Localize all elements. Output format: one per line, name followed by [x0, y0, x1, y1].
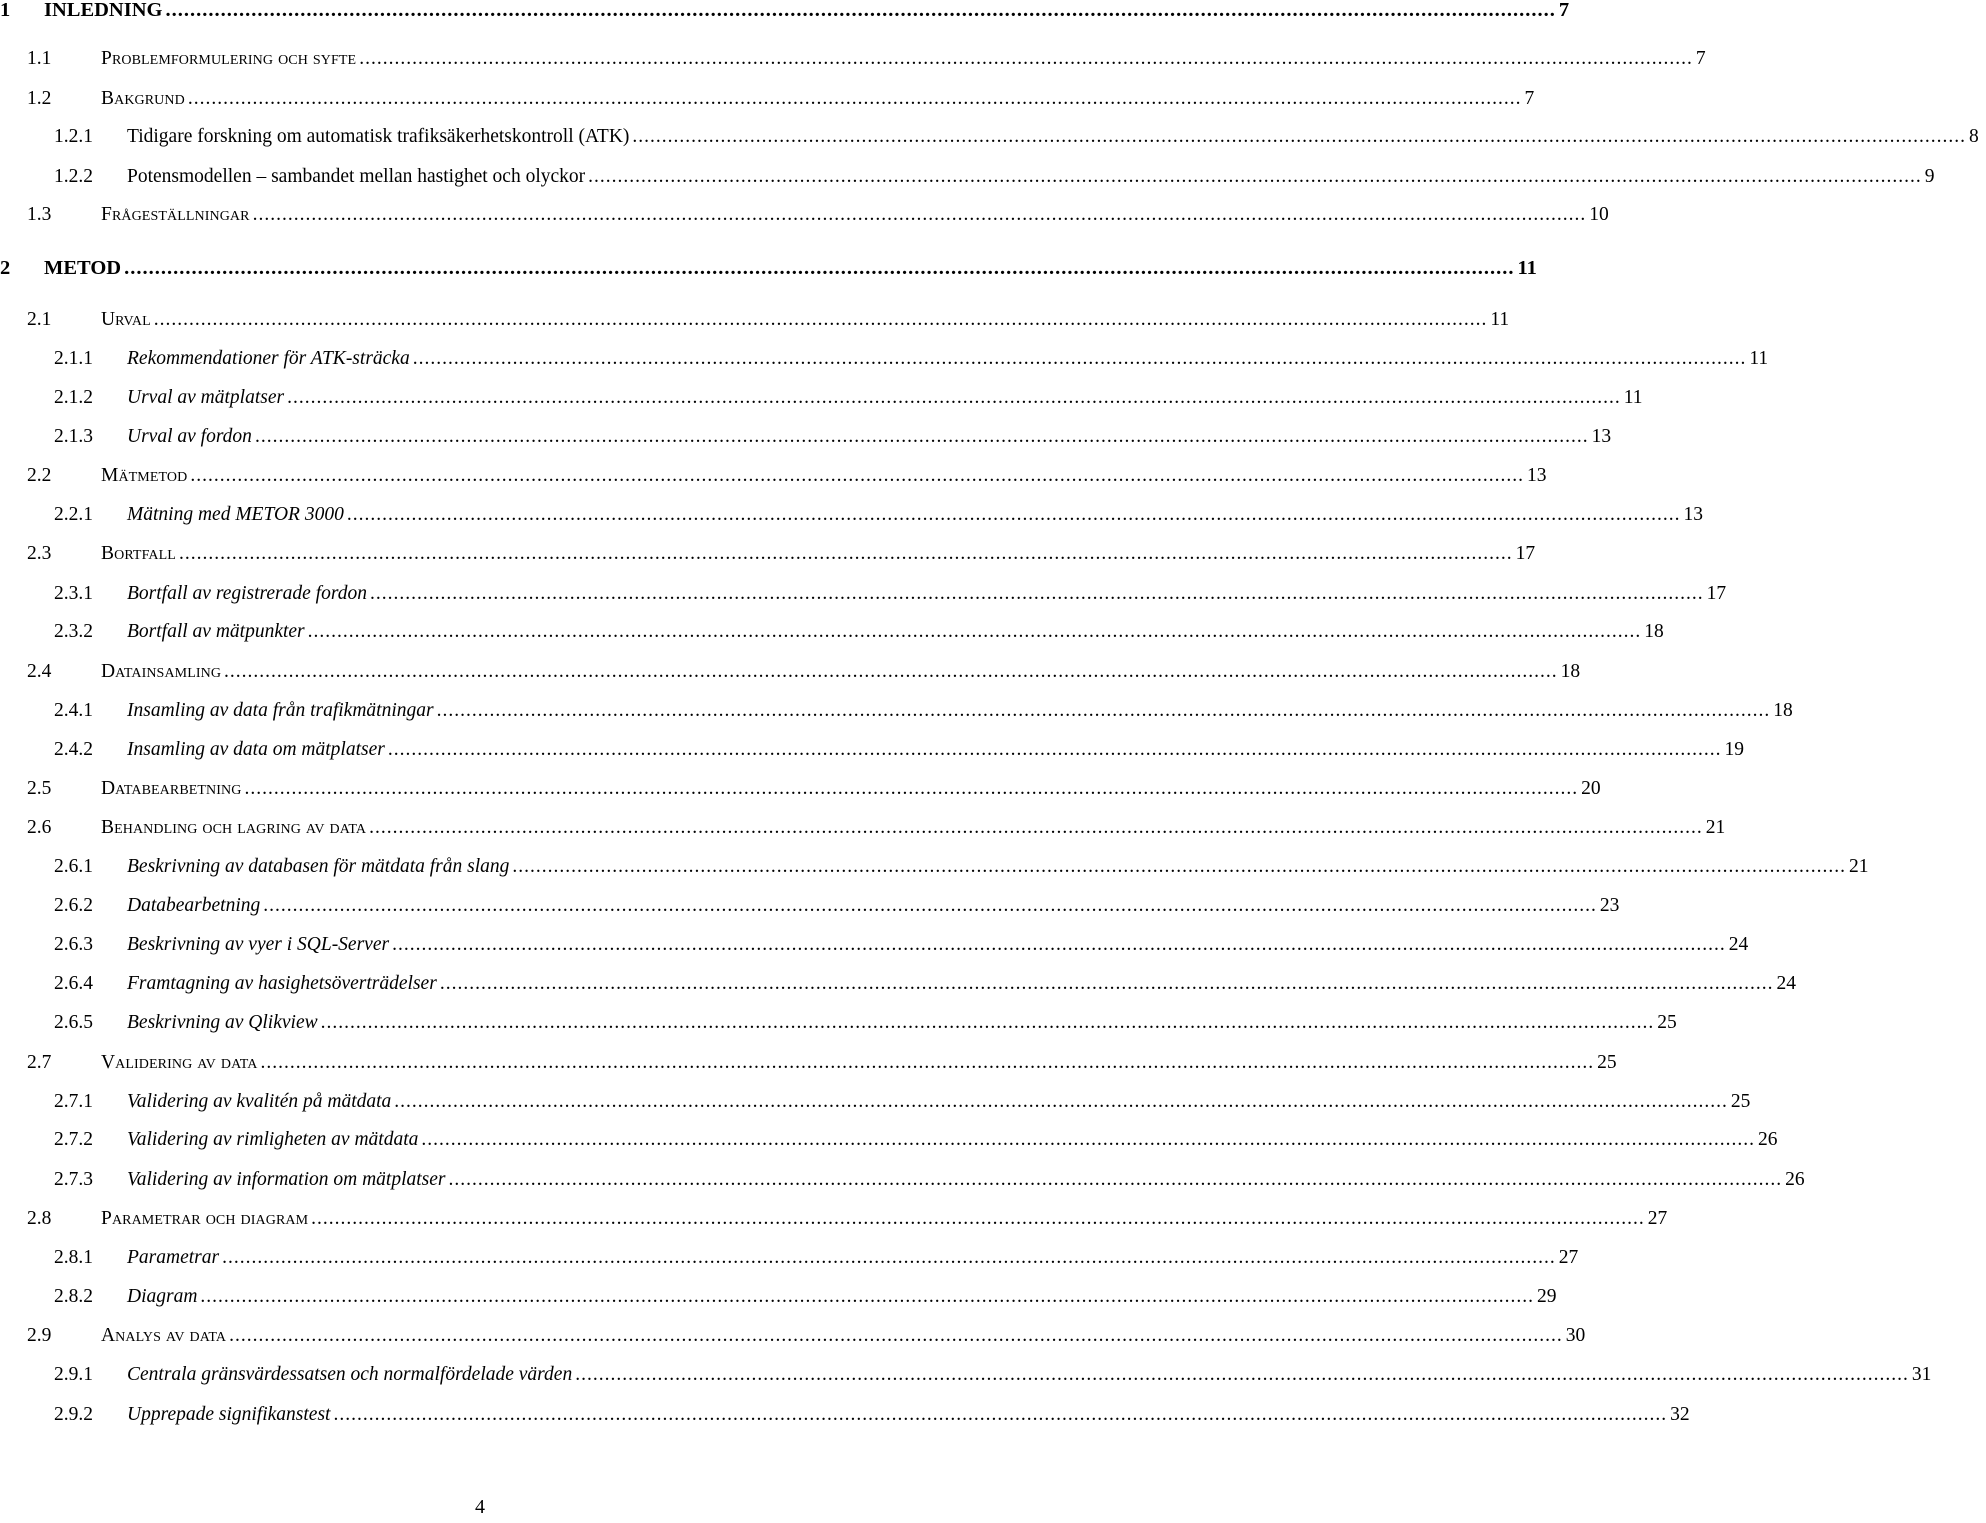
toc-entry-title: Frågeställningar [101, 204, 250, 225]
toc-entry[interactable] [0, 45, 1706, 73]
toc-entry[interactable] [0, 1283, 1557, 1311]
toc-entry[interactable] [0, 1049, 1617, 1077]
toc-entry-page: 9 [1924, 166, 1935, 187]
toc-dot-leader [253, 201, 1587, 229]
toc-entry[interactable] [0, 85, 1535, 113]
toc-entry-title: Databearbetning [127, 895, 261, 916]
toc-entry[interactable] [0, 1205, 1668, 1233]
toc-entry-title: Urval [101, 309, 151, 330]
toc-entry-title: Validering av rimligheten av mätdata [127, 1129, 419, 1150]
toc-entry-page: 18 [1773, 700, 1793, 721]
toc-entry-number: 1.2 [27, 88, 52, 109]
toc-entry-number: 2.1.3 [54, 426, 93, 447]
toc-dot-leader [308, 618, 1642, 646]
toc-entry-number: 2.7 [27, 1052, 52, 1073]
toc-dot-leader [632, 123, 1966, 151]
toc-entry[interactable] [0, 1088, 1751, 1116]
toc-entry-title: INLEDNING [44, 0, 163, 21]
toc-entry-number: 2.6.5 [54, 1012, 93, 1033]
toc-entry-title: Diagram [127, 1286, 198, 1307]
toc-dot-leader [421, 1126, 1755, 1154]
toc-entry-page: 24 [1776, 973, 1796, 994]
toc-entry[interactable] [0, 0, 1570, 24]
toc-entry-number: 2.9 [27, 1325, 52, 1346]
toc-entry-number: 2.6.3 [54, 934, 93, 955]
toc-entry-number: 2.6.4 [54, 973, 93, 994]
toc-entry-number: 2.3 [27, 543, 52, 564]
toc-entry-title: Validering av information om mätplatser [127, 1169, 446, 1190]
toc-entry-title: Upprepade signifikanstest [127, 1404, 331, 1425]
toc-dot-leader [224, 658, 1558, 686]
toc-entry-page: 8 [1969, 126, 1979, 147]
toc-entry[interactable] [0, 736, 1744, 764]
toc-entry-page: 27 [1558, 1247, 1579, 1268]
toc-entry[interactable] [0, 345, 1769, 373]
toc-entry-number: 2 [0, 257, 11, 279]
toc-dot-leader [388, 736, 1722, 764]
toc-entry-number: 2.4.1 [54, 700, 93, 721]
toc-dot-leader [392, 931, 1726, 959]
toc-entry-page: 30 [1565, 1325, 1586, 1346]
toc-entry-page: 25 [1730, 1091, 1751, 1112]
toc-entry-number: 2.1.2 [54, 387, 93, 408]
toc-dot-leader [394, 1088, 1728, 1116]
toc-entry-title: Bortfall [101, 543, 176, 564]
toc-entry[interactable] [0, 970, 1796, 998]
toc-entry-page: 19 [1724, 739, 1744, 760]
toc-dot-leader [413, 345, 1747, 373]
toc-entry-number: 2.1.1 [54, 348, 93, 369]
toc-dot-leader [200, 1283, 1534, 1311]
toc-entry[interactable] [0, 814, 1726, 842]
toc-entry-title: Insamling av data om mätplatser [127, 739, 385, 760]
toc-entry-number: 2.8.2 [54, 1286, 93, 1307]
toc-entry-number: 2.8.1 [54, 1247, 93, 1268]
toc-entry-page: 11 [1749, 348, 1769, 369]
toc-dot-leader [263, 892, 1597, 920]
toc-entry-number: 2.7.1 [54, 1091, 93, 1112]
toc-entry-number: 2.6.2 [54, 895, 93, 916]
toc-entry-page: 17 [1515, 543, 1536, 564]
toc-entry-title: METOD [44, 257, 122, 279]
toc-entry-title: Framtagning av hasighetsöverträdelser [127, 973, 437, 994]
toc-entry[interactable] [0, 1322, 1586, 1350]
toc-dot-leader [179, 540, 1513, 568]
toc-dot-leader [188, 85, 1522, 113]
toc-entry-number: 1.2.1 [54, 126, 93, 147]
toc-dot-leader [311, 1205, 1645, 1233]
toc-entry-number: 2.4.2 [54, 739, 93, 760]
page-number: 4 [475, 1496, 485, 1518]
toc-entry[interactable] [0, 254, 1537, 282]
toc-entry[interactable] [0, 423, 1612, 451]
toc-entry[interactable] [0, 1009, 1677, 1037]
toc-entry-page: 11 [1517, 257, 1537, 279]
toc-entry-number: 2.6 [27, 817, 52, 838]
toc-dot-leader [222, 1244, 1556, 1272]
toc-entry-title: Validering av data [101, 1052, 258, 1073]
toc-dot-leader [260, 1049, 1594, 1077]
toc-entry-page: 25 [1657, 1012, 1677, 1033]
toc-entry-number: 2.9.2 [54, 1404, 93, 1425]
toc-entry-page: 7 [1695, 48, 1706, 69]
toc-entry-title: Parametrar och diagram [101, 1208, 309, 1229]
toc-dot-leader [575, 1361, 1909, 1389]
toc-entry-number: 2.3.2 [54, 621, 93, 642]
toc-entry[interactable] [0, 853, 1869, 881]
toc-dot-leader [440, 970, 1774, 998]
toc-entry-number: 2.7.2 [54, 1129, 93, 1150]
toc-entry-title: Validering av kvalitén på mätdata [127, 1091, 392, 1112]
toc-entry[interactable] [0, 462, 1547, 490]
toc-entry-number: 2.7.3 [54, 1169, 93, 1190]
toc-dot-leader [165, 0, 1555, 24]
toc-dot-leader [229, 1322, 1563, 1350]
toc-entry-title: Centrala gränsvärdessatsen och normalfördelade värden [127, 1364, 573, 1385]
toc-entry-title: Urval av mätplatser [127, 387, 285, 408]
toc-entry-number: 2.5 [27, 778, 52, 799]
toc-entry-title: Urval av fordon [127, 426, 252, 447]
toc-entry[interactable] [0, 1166, 1805, 1194]
toc-entry-title: Beskrivning av Qlikview [127, 1012, 318, 1033]
toc-entry-title: Mätmetod [101, 465, 188, 486]
toc-entry[interactable] [0, 1126, 1778, 1154]
toc-entry-title: Beskrivning av vyer i SQL-Server [127, 934, 390, 955]
toc-entry[interactable] [0, 580, 1727, 608]
toc-dot-leader [154, 306, 1488, 334]
toc-entry-page: 25 [1597, 1052, 1617, 1073]
toc-entry-title: Beskrivning av databasen för mätdata från slang [127, 856, 510, 877]
toc-entry-title: Tidigare forskning om automatisk trafiksäkerhetskontroll (ATK) [127, 126, 630, 147]
toc-entry-page: 18 [1644, 621, 1664, 642]
toc-dot-leader [333, 1401, 1667, 1429]
toc-entry-number: 1.3 [27, 204, 52, 225]
toc-entry[interactable] [0, 618, 1664, 646]
toc-entry[interactable] [0, 540, 1536, 568]
toc-entry-title: Databearbetning [101, 778, 242, 799]
toc-entry-number: 1 [0, 0, 11, 21]
toc-entry-title: Bakgrund [101, 88, 185, 109]
toc-dot-leader [369, 814, 1703, 842]
toc-entry-page: 26 [1758, 1129, 1778, 1150]
toc-entry-number: 2.3.1 [54, 583, 93, 604]
toc-entry-number: 2.4 [27, 661, 52, 682]
toc-entry-page: 20 [1581, 778, 1601, 799]
toc-entry[interactable] [0, 658, 1581, 686]
toc-entry-page: 24 [1728, 934, 1749, 955]
toc-entry[interactable] [0, 775, 1601, 803]
toc-dot-leader [124, 254, 1514, 282]
toc-entry-page: 11 [1623, 387, 1643, 408]
toc-entry-page: 31 [1911, 1364, 1932, 1385]
toc-entry-number: 1.1 [27, 48, 52, 69]
toc-entry-page: 27 [1647, 1208, 1668, 1229]
toc-entry[interactable] [0, 384, 1643, 412]
toc-entry-title: Rekommendationer för ATK-sträcka [127, 348, 410, 369]
toc-entry-page: 21 [1705, 817, 1726, 838]
toc-entry[interactable] [0, 931, 1749, 959]
toc-entry-number: 1.2.2 [54, 166, 93, 187]
toc-entry-page: 29 [1537, 1286, 1557, 1307]
toc-dot-leader [255, 423, 1589, 451]
toc-dot-leader [359, 45, 1693, 73]
toc-entry[interactable] [0, 1244, 1579, 1272]
toc-dot-leader [347, 501, 1681, 529]
toc-dot-leader [437, 697, 1771, 725]
toc-entry-number: 2.2 [27, 465, 52, 486]
toc-entry-title: Problemformulering och syfte [101, 48, 357, 69]
toc-entry-title: Parametrar [127, 1247, 220, 1268]
toc-entry[interactable] [0, 1361, 1932, 1389]
toc-entry-page: 7 [1524, 88, 1535, 109]
toc-entry[interactable] [0, 501, 1703, 529]
toc-dot-leader [190, 462, 1524, 490]
toc-entry-page: 21 [1849, 856, 1869, 877]
toc-entry-title: Analys av data [101, 1325, 227, 1346]
toc-entry-page: 18 [1560, 661, 1581, 682]
toc-dot-leader [287, 384, 1621, 412]
toc-entry-page: 11 [1490, 309, 1510, 330]
toc-entry-page: 13 [1526, 465, 1547, 486]
toc-dot-leader [244, 775, 1578, 803]
toc-entry-title: Datainsamling [101, 661, 222, 682]
toc-entry-page: 13 [1591, 426, 1612, 447]
toc-entry[interactable] [0, 306, 1510, 334]
toc-dot-leader [588, 163, 1922, 191]
toc-dot-leader [449, 1166, 1783, 1194]
toc-entry-number: 2.2.1 [54, 504, 93, 525]
toc-entry-number: 2.6.1 [54, 856, 93, 877]
toc-entry[interactable] [0, 697, 1793, 725]
toc-dot-leader [370, 580, 1704, 608]
toc-entry-title: Mätning med METOR 3000 [127, 504, 344, 525]
toc-entry-title: Insamling av data från trafikmätningar [127, 700, 434, 721]
toc-dot-leader [512, 853, 1846, 881]
toc-entry-number: 2.1 [27, 309, 52, 330]
toc-dot-leader [321, 1009, 1655, 1037]
toc-entry-page: 17 [1706, 583, 1727, 604]
toc-entry-title: Bortfall av mätpunkter [127, 621, 305, 642]
toc-entry-page: 32 [1670, 1404, 1690, 1425]
toc-entry-page: 13 [1683, 504, 1703, 525]
toc-entry[interactable] [0, 892, 1620, 920]
toc-entry-title: Bortfall av registrerade fordon [127, 583, 367, 604]
toc-entry-page: 26 [1785, 1169, 1805, 1190]
toc-entry-number: 2.9.1 [54, 1364, 93, 1385]
toc-entry-page: 7 [1558, 0, 1570, 21]
toc-entry[interactable] [0, 201, 1609, 229]
toc-entry[interactable] [0, 123, 1979, 151]
toc-entry-number: 2.8 [27, 1208, 52, 1229]
toc-entry-page: 10 [1589, 204, 1609, 225]
toc-entry-page: 23 [1599, 895, 1620, 916]
toc-entry[interactable] [0, 1401, 1690, 1429]
toc-entry-title: Potensmodellen – sambandet mellan hastighet och olyckor [127, 166, 586, 187]
toc-entry[interactable] [0, 163, 1935, 191]
toc-entry-title: Behandling och lagring av data [101, 817, 367, 838]
